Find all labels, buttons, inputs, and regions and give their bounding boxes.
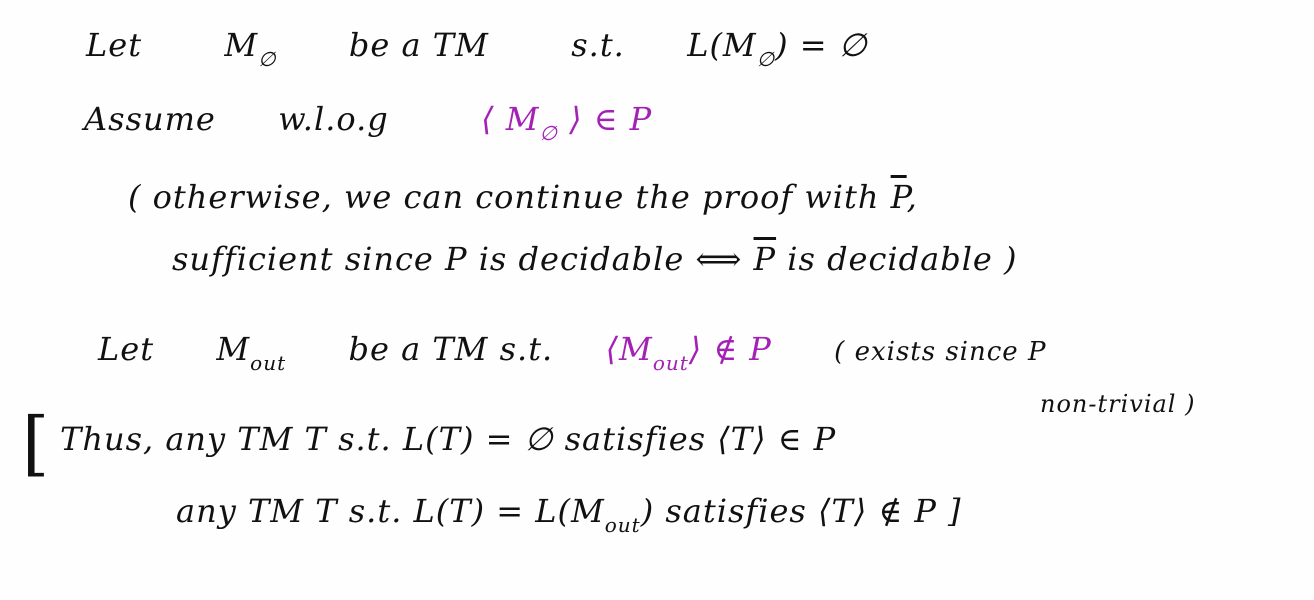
line-non-trivial: [1040, 390, 1195, 418]
word-wlog: w.l.o.g: [278, 100, 389, 138]
text-exists-since: ( exists since P: [834, 337, 1047, 367]
membership-open: ⟨ M: [481, 100, 540, 138]
text-otherwise: ( otherwise, we can continue the proof with: [128, 178, 891, 216]
subscript-out: out: [250, 351, 287, 375]
text-thus-empty: Thus, any TM T s.t. L(T) = ∅ satisfies ⟨T⟩ ∈ P: [60, 420, 837, 458]
text-satisfies-not: ) satisfies ⟨T⟩ ∉ P ]: [640, 492, 962, 530]
membership-subscript: ∅: [539, 121, 558, 145]
language-subscript: ∅: [756, 47, 776, 71]
nonmember-open: ⟨M: [605, 330, 653, 368]
text-decidable: is decidable ): [776, 240, 1018, 278]
line-otherwise: [128, 178, 918, 216]
line-let-m-empty: [86, 26, 868, 71]
word-let: Let: [86, 26, 143, 64]
word-assume: Assume: [84, 100, 216, 138]
symbol-m-out: M: [216, 330, 251, 368]
language-expr-end: ) = ∅: [775, 26, 868, 64]
membership-close: ⟩ ∈ P: [557, 100, 653, 138]
line-any-tm-out: [176, 492, 962, 537]
symbol-m: M: [224, 26, 259, 64]
phrase-be-a-tm-st: be a TM s.t.: [348, 330, 554, 368]
symbol-p-bar-2: $\overline{P}$: [753, 240, 777, 278]
subscript-empty: ∅: [258, 47, 277, 71]
phrase-be-a-tm: be a TM: [348, 26, 489, 64]
line-sufficient: [172, 240, 1018, 278]
language-expr: L(M: [687, 26, 757, 64]
open-bracket: [: [22, 402, 50, 484]
phrase-st: s.t.: [571, 26, 625, 64]
text-non-trivial: non-trivial ): [1040, 390, 1196, 418]
line-thus: [60, 420, 836, 458]
word-let-2: Let: [98, 330, 155, 368]
nonmember-subscript: out: [652, 351, 689, 375]
symbol-p-bar: $\overline{P}$: [890, 178, 907, 216]
text-any-tm: any TM T s.t. L(T) = L(M: [176, 492, 605, 530]
punct-comma: ,: [906, 178, 918, 216]
line-assume: [84, 100, 653, 145]
nonmember-close: ⟩ ∉ P: [688, 330, 772, 368]
text-sufficient: sufficient since P is decidable ⟺: [172, 240, 754, 278]
line-let-m-out: [98, 330, 1047, 375]
subscript-out-2: out: [604, 513, 641, 537]
